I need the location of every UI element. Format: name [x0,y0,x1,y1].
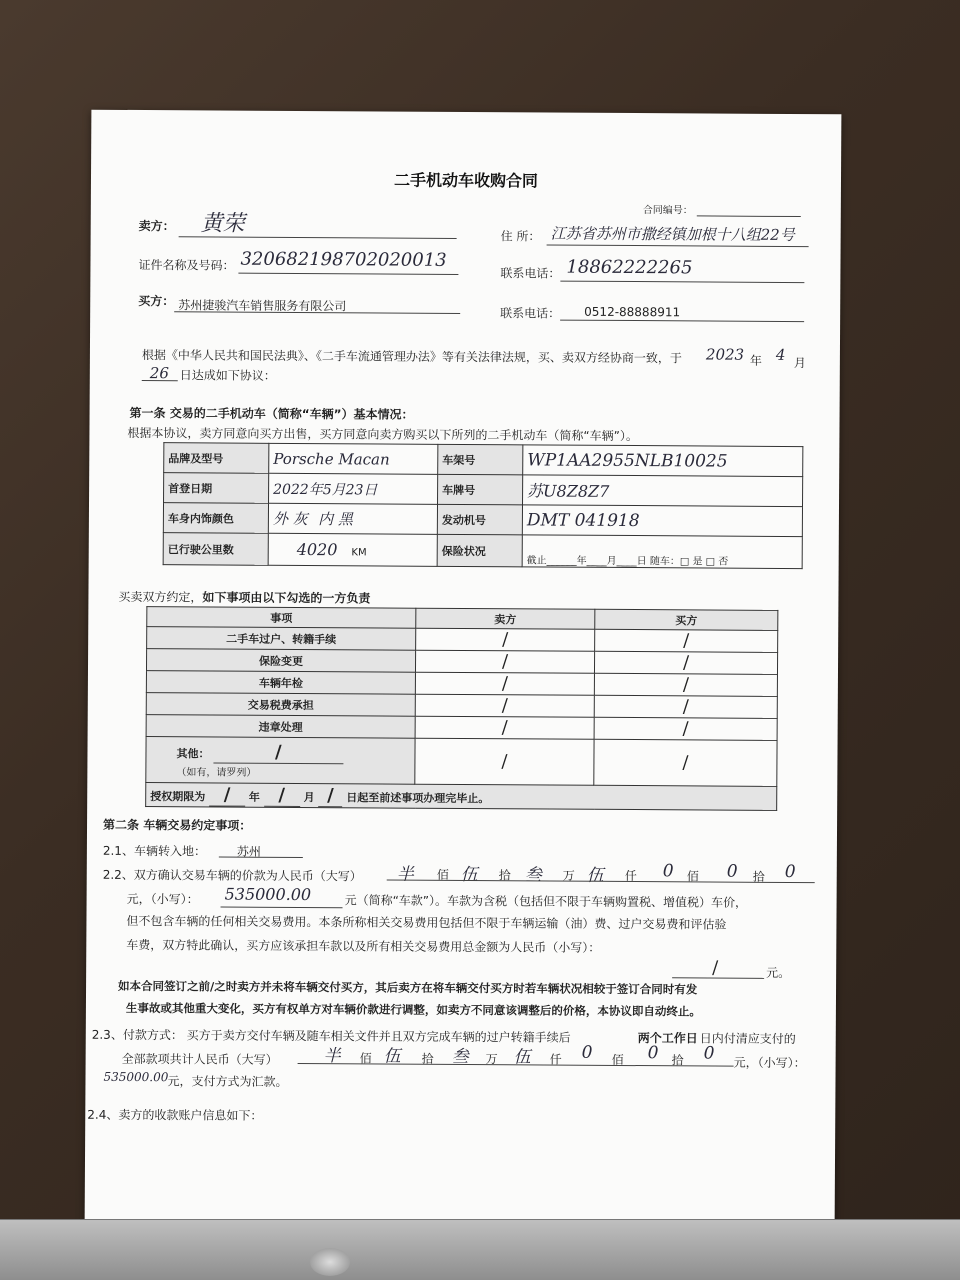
km-unit: KM [351,547,367,559]
col-seller: 卖方 [416,608,595,629]
other-line [213,741,343,764]
amount-unit: 佰 [436,867,449,882]
item-violation: 违章处理 [146,715,415,739]
brand-value: Porsche Macan [273,449,390,469]
intro-line-2: 日达成如下协议： [179,368,276,383]
deadline-month-unit: 月 [303,790,315,804]
engine-value: DMT 041918 [526,509,640,531]
desk-surface [0,1219,960,1280]
amount-digit: 0 [784,861,796,883]
pay-unit: 拾 [671,1053,684,1068]
tick-seller: / [501,751,508,773]
intro-year-unit: 年 [749,353,762,368]
km-label: 已行驶公里数 [163,533,268,566]
seller-name: 黄荣 [200,211,245,237]
contract-no-line [697,215,801,217]
amount-unit: 拾 [752,869,765,884]
page-title: 二手机动车收购合同 [393,170,539,191]
pay-unit: 万 [485,1052,498,1067]
seller-address: 江苏省苏州市撒经镇加根十八组22号 [550,224,795,245]
tick-buyer: / [682,652,690,674]
tick-seller: / [501,651,509,673]
address-label: 住 所： [500,229,541,244]
tick-seller: / [502,629,509,651]
buyer-phone: 0512-88888911 [584,304,681,320]
article2-heading: 第二条 车辆交易约定事项： [103,817,252,833]
tick-month: / [278,784,286,806]
item-insurance: 保险变更 [146,649,415,673]
intro-line-1: 根据《中华人民共和国民法典》、《二手车流通管理办法》等有关法律法规，买、卖双方经协商一致，于 [141,348,682,366]
small-amount-line [221,907,343,909]
item-inspection: 车辆年检 [146,671,415,695]
total-tick: / [712,957,719,979]
deadline-label: 授权期限为 [150,789,206,803]
pay-digit: 半 [323,1046,341,1067]
amount-digit: 0 [726,861,738,882]
seller-phone-line [560,281,804,283]
c23-line3: 元，支付方式为汇款。 [167,1074,288,1089]
tick-buyer: / [682,718,689,740]
small-amount: 535000.00 [224,884,312,905]
tick-seller: / [501,673,509,695]
insurance-value: 截止______年____月____日 随车：□ 是 □ 否 [522,535,802,569]
agree-intro-bold: 如下事项由以下勾选的一方负责 [202,590,371,606]
c23-line2: 全部款项共计人民币（大写） [121,1051,278,1067]
col-item: 事项 [147,607,416,629]
vin-label: 车架号 [438,444,523,475]
c22-line2b: 元（简称“车款”）。车款为含税（包括但不限于车辆购置税、增值税）车价， [344,893,748,910]
binder-clip [310,1248,350,1276]
payment-words [298,1041,734,1068]
item-tax: 交易税费承担 [146,693,415,717]
seller-phone-label: 联系电话： [500,266,561,281]
c22-line1: 2.2、双方确认交易车辆的价款为人民币（大写） [102,867,362,884]
c21-value: 苏州 [236,844,261,859]
c22-line2a: 元，（小写）： [126,891,199,907]
tick-seller: / [501,717,508,739]
deadline-year-unit: 年 [248,790,260,804]
contract-no-label: 合同编号： [642,205,693,217]
deadline-month-line [264,784,300,806]
amount-unit: 仟 [624,868,637,884]
intro-day-line [142,380,178,381]
vin-value: WP1AA2955NLB10025 [527,449,728,472]
reg-label: 首登日期 [164,473,269,504]
c22-line3: 但不包含车辆的任何相关交易费用。本条所称相关交易费用包括但不限于车辆运输（油）费、过户交易费和评估验 [126,913,727,932]
pay-digit: 伍 [383,1046,401,1067]
pay-unit: 仟 [549,1052,562,1067]
insurance-label: 保险状况 [437,534,522,567]
pay-digit: 叁 [451,1046,469,1068]
deadline-day-line [318,785,342,807]
id-line [238,273,458,275]
pay-digit: 0 [703,1043,715,1064]
reg-value: 2022年5月23日 [273,481,378,498]
pay-digit: 伍 [513,1047,531,1068]
c22-bold-1: 如本合同签订之前/之时卖方并未将车辆交付买方，其后卖方在将车辆交付买方时若车辆状况相较于签订合同时有发 [118,978,698,997]
seller-phone: 18862222265 [566,256,693,279]
c23-small: 535000.00 [103,1069,169,1085]
plate-value: 苏U8Z8Z7 [527,481,610,501]
plate-label: 车牌号 [438,474,523,505]
c23-line2-end: 元，（小写）： [733,1055,806,1071]
c22-line4: 车费，双方特此确认，买方应该承担车款以及所有相关交易费用总金额为人民币（小写）： [126,937,601,955]
pay-unit: 佰 [359,1051,372,1066]
article1-desc: 根据本协议，卖方同意向买方出售，买方同意向卖方购买以下所列的二手机动车（简称“车辆”）。 [127,425,638,444]
tick-buyer: / [682,752,689,774]
c23-line1a: 2.3、付款方式： 买方于卖方交付车辆及随车相关文件并且双方完成车辆的过户转籍手续后 [91,1027,571,1045]
amount-digit: 叁 [524,865,542,886]
engine-label: 发动机号 [437,504,522,535]
responsibility-table [145,606,778,811]
pay-digit: 0 [581,1042,593,1063]
km-value: 4020 [296,539,338,560]
intro-day: 26 [149,364,169,383]
buyer-phone-label: 联系电话： [500,306,561,321]
c23-line1b: 日内付清应支付的 [699,1031,796,1047]
tick-seller: / [501,695,508,717]
pay-digit: 0 [647,1043,659,1064]
color-ext: 外 灰 [272,509,308,529]
c21-label: 2.1、车辆转入地： [102,843,207,859]
item-transfer: 二手车过户、转籍手续 [147,627,416,651]
color-label: 车身内饰颜色 [163,503,268,534]
deadline-row [146,783,777,811]
c22-line4-end: 元。 [766,965,791,981]
tick-other: / [274,741,282,763]
intro-month-unit: 月 [793,356,806,371]
buyer-name: 苏州捷骏汽车销售服务有限公司 [178,298,347,314]
seller-id: 320682198702020013 [240,248,447,271]
vehicle-info-table [163,442,804,569]
amount-digit: 半 [396,864,414,885]
c24: 2.4、卖方的收款账户信息如下： [87,1107,263,1123]
pay-unit: 拾 [421,1051,434,1066]
other-label: 其他： [176,747,210,761]
amount-unit: 佰 [686,869,699,884]
amount-digit: 0 [662,861,674,882]
address-line [547,245,809,248]
item-other [146,737,415,785]
amount-unit: 万 [562,868,575,883]
id-label: 证件名称及号码： [138,258,235,273]
contract-page [85,110,842,1230]
intro-year: 2023 [705,345,745,364]
agree-intro: 买卖双方约定， [118,589,203,605]
article1-heading: 第一条 交易的二手机动车（简称“车辆”）基本情况： [129,405,414,422]
amount-words [387,860,815,885]
deadline-year-line [209,784,245,806]
tick-day: / [327,784,334,806]
col-buyer: 买方 [595,609,778,630]
seller-name-line [179,236,457,239]
tick-buyer: / [682,674,690,696]
amount-digit: 伍 [460,864,478,886]
c22-bold-2: 生事故或其他重大变化，买方有权单方对车辆价款进行调整，如卖方不同意该调整后的价格，本协议即自动终止。 [125,1000,701,1019]
intro-month: 4 [775,345,786,364]
buyer-phone-line [560,320,804,322]
amount-digit: 伍 [586,865,604,886]
tick-buyer: / [682,696,689,718]
color-int: 内 黑 [318,510,354,529]
seller-label: 卖方： [138,219,175,234]
brand-label: 品牌及型号 [164,443,269,474]
c23-bold: 两个工作日 [637,1031,698,1046]
deadline-text: 日起至前述事项办理完毕止。 [346,790,490,805]
buyer-label: 买方： [138,294,175,309]
tick-year: / [223,784,231,806]
amount-unit: 拾 [498,868,511,883]
pay-unit: 佰 [611,1052,624,1067]
other-note: （如有，请罗列） [176,767,257,779]
tick-buyer: / [683,630,690,652]
